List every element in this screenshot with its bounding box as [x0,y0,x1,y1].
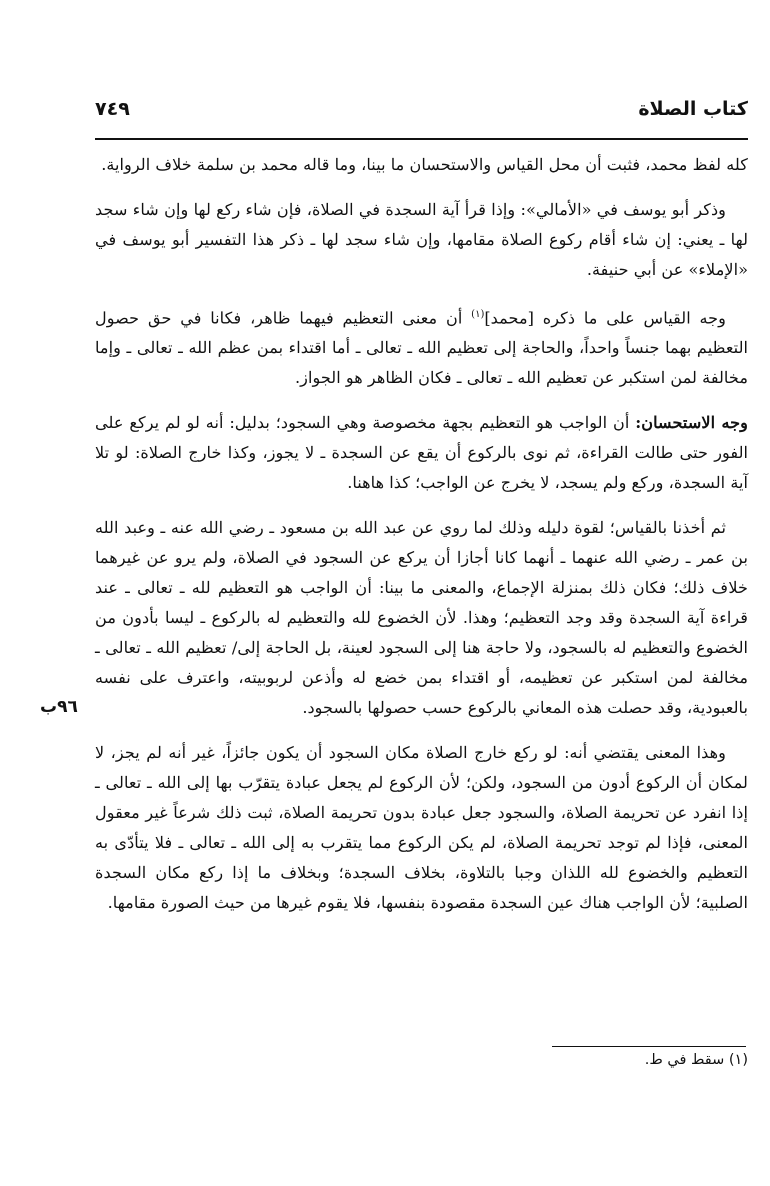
footnote-rule [552,1046,746,1047]
paragraph-text: ثم أخذنا بالقياس؛ لقوة دليله وذلك لما روي عن عبد الله بن مسعود ـ رضي الله عنه ـ وعبد الله بن عمر ـ رضي الله عنهما ـ أنهما كانا أجازا أن يركع عن السجود في الصلاة، ولم يرو عن غيرهما خلاف ذلك؛ فكان ذلك بمنزلة الإجماع، والمعنى ما بينا: أن الواجب هو التعظيم لله ـ تعالى ـ عند قراءة آية السجدة وقد وجد التعظيم؛ وهذا. لأن الخضوع لله والتعظيم له بالركوع ـ ليسا بأدون من الخضوع والتعظيم له بالسجود، ولا حاجة هنا إلى السجود لعينة، بل الحاجة إلى/ تعظيم الله ـ تعالى ـ مخالفة لمن استكبر عن تعظيمه، أو اقتداء بمن خضع له وأذعن لربوبيته، واعترف على نفسه بالعبودية، وقد حصلت هذه المعاني بالركوع حسب حصولها بالسجود. [95,518,748,718]
paragraph-lead: وجه الاستحسان: [635,413,748,433]
paragraph-text: وجه القياس على ما ذكره [محمد] [484,308,726,328]
chapter-title: كتاب الصلاة [638,98,748,120]
manuscript-folio-marker: ٩٦ب [40,697,78,717]
paragraph [95,513,748,723]
running-header [95,98,748,134]
paragraph-text: وذكر أبو يوسف في «الأمالي»: وإذا قرأ آية السجدة في الصلاة، فإن شاء ركع لها وإن شاء سجد لها ـ يعني: إن شاء أقام ركوع الصلاة مقامها، وإن شاء سجد لها ـ ذكر هذا التفسير أبو يوسف في «الإملاء» عن أبي حنيفة. [95,200,748,279]
paragraph [95,738,748,918]
paragraph-text: أن الواجب هو التعظيم بجهة مخصوصة وهي السجود؛ بدليل: أنه لو لم يركع على الفور حتى طالت القراءة، ثم نوى بالركوع أن يقع عن السجدة ـ لا يجوز، وكذا خارج الصلاة: لو تلا آية السجدة، وركع ولم يسجد، لا يخرج عن الواجب؛ كذا هاهنا. [95,413,748,493]
paragraph-text: وهذا المعنى يقتضي أنه: لو ركع خارج الصلاة مكان السجود أن يكون جائزاً، غير أنه لم يجز، لا لمكان أن الركوع أدون من السجود، ولكن؛ لأن الركوع لم يجعل عبادة يتقرّب بها إلى الله ـ تعالى ـ إذا انفرد عن تحريمة الصلاة، والسجود جعل عبادة بدون تحريمة الصلاة، ثبت ذلك شرعاً غير معقول المعنى، فإذا لم توجد تحريمة الصلاة، لم يكن الركوع مما يتقرب به إلى الله ـ تعالى ـ فلا يتأدّى به التعظيم والخضوع لله اللذان وجبا بالتلاوة، بخلاف السجدة؛ وبخلاف ما إذا ركع مكان السجدة الصلبية؛ لأن الواجب هناك عين السجدة مقصودة بنفسها، فلا يقوم غيرها من حيث الصورة مقامها. [95,743,748,913]
footnote-text: سقط في ط. [644,1052,725,1068]
page-number: ٧٤٩ [95,98,130,120]
paragraph [95,195,748,285]
paragraph [95,300,748,393]
footnote-number: (١) [728,1052,748,1068]
main-text [95,150,748,933]
footnote-reference: (١) [471,309,485,320]
paragraph [95,150,748,180]
header-rule [95,138,748,140]
footnote [645,1052,748,1068]
paragraph-text: أن معنى التعظيم فيهما ظاهر، فكانا في حق حصول التعظيم بهما جنساً واحداً، والحاجة إلى تعظيم الله ـ تعالى ـ أما اقتداء بمن عظم الله ـ تعالى ـ وإما مخالفة لمن استكبر عن تعظيم الله ـ تعالى ـ فكان الظاهر هو الجواز. [95,308,748,388]
paragraph-text: كله لفظ محمد، فثبت أن محل القياس والاستحسان ما بينا، وما قاله محمد بن سلمة خلاف الرواية. [101,155,748,174]
paragraph [95,408,748,498]
